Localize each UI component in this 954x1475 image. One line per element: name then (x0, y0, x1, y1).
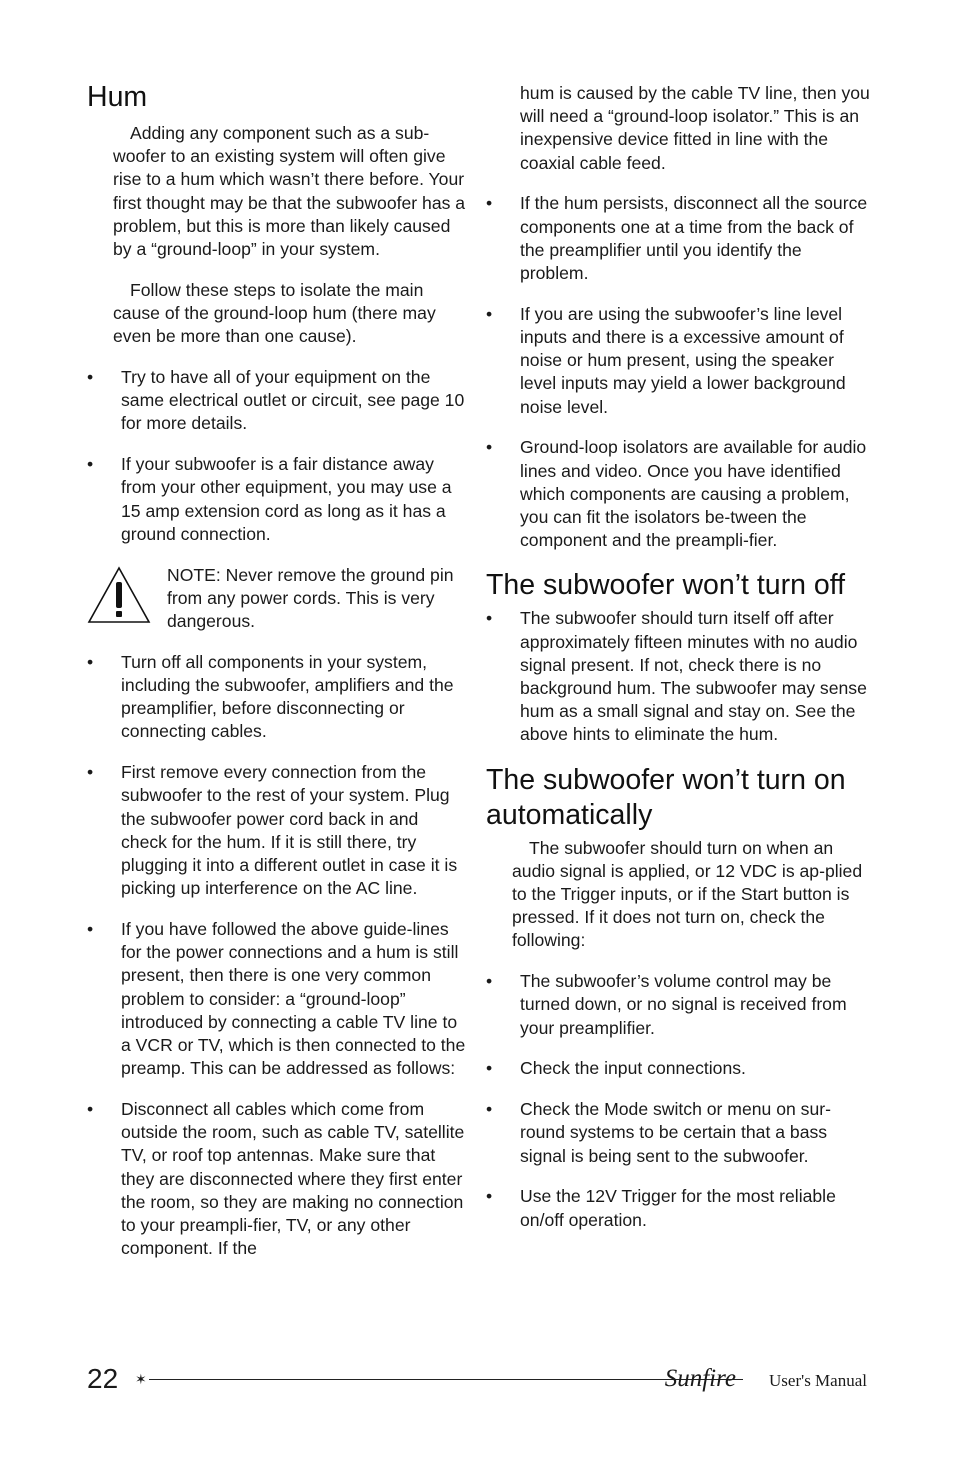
bullet-text: The subwoofer’s volume control may be turned down, or no signal is received from your preamplifier. (520, 971, 847, 1038)
hum-bullet-4 (87, 761, 467, 900)
turn-off-bullet-1 (486, 607, 874, 746)
warning-note (87, 564, 467, 634)
bullet-marker: • (486, 1099, 493, 1120)
section-title-turn-off: The subwoofer won’t turn off (486, 569, 846, 602)
hum-bullet-3 (87, 651, 467, 744)
hum-bullet-5 (87, 918, 467, 1080)
hum-bullet-2 (87, 453, 467, 546)
bullet-marker: • (486, 437, 493, 458)
bullet-text: Check the Mode switch or menu on sur-round systems to be certain that a bass signal is being sent to the subwoofer. (520, 1099, 831, 1166)
bullet-text: If you have followed the above guide-lines for the power connections and a hum is still present, then there is one very common problem to consider: a “ground-loop” introduced by connecting a cable TV line to a VCR or TV, which is then connected to the preamp. This can be addressed as follows: (121, 919, 466, 1079)
hum-bullet-9 (486, 436, 874, 552)
bullet-text: If your subwoofer is a fair distance away from your other equipment, you may use a 15 amp extension cord as long as it has a ground connection. (121, 454, 452, 544)
bullet-marker: • (87, 454, 94, 475)
section-title-turn-on: The subwoofer won’t turn on automatically (486, 763, 846, 831)
hum-bullet-8 (486, 303, 874, 419)
turn-on-bullet-4 (486, 1185, 874, 1231)
left-column (87, 80, 467, 1260)
bullet-text: Try to have all of your equipment on the same electrical outlet or circuit, see page 10 for more details. (121, 367, 465, 434)
bullet-marker: • (486, 1058, 493, 1079)
warning-triangle-icon (87, 566, 151, 624)
bullet-text: Ground-loop isolators are available for audio lines and video. Once you have identified which components are causing a problem, you can fit the isolators be-tween the component and the preampli-fier. (520, 437, 867, 551)
turn-on-bullet-3 (486, 1098, 874, 1168)
brand-logo: Sunfire (664, 1365, 736, 1392)
bullet-marker: • (486, 971, 493, 992)
star-icon: ✶ (133, 1367, 149, 1391)
bullet-text: First remove every connection from the subwoofer to the rest of your system. Plug the subwoofer power cord back in and check for the hum. If it is still there, try plugging it into a different outlet in case it is picking up interference on the AC line. (121, 762, 458, 899)
bullet-marker: • (486, 1186, 493, 1207)
hum-paragraph-2: Follow these steps to isolate the main cause of the ground-loop hum (there may even be more than one cause). (113, 279, 436, 347)
bullet-text: Use the 12V Trigger for the most reliable on/off operation. (520, 1186, 836, 1230)
section-title-hum: Hum (87, 81, 148, 113)
hum-paragraph-1: Adding any component such as a sub-woofer to an existing system will often give rise to a hum which wasn’t there before. Your first thought may be that the subwoofer has a problem, but this is more than likely caused by a “ground-loop” in your system. (113, 123, 466, 260)
turn-on-bullet-1 (486, 970, 874, 1040)
bullet-text: Turn off all components in your system, including the subwoofer, amplifiers and the preamplifier, before disconnecting or connecting cables. (121, 651, 454, 742)
bullet-text: If you are using the subwoofer’s line level inputs and there is a excessive amount of noise or hum present, using the speaker level inputs may yield a lower background noise level. (520, 303, 846, 417)
turn-on-bullet-2 (486, 1057, 874, 1080)
bullet-marker: • (87, 1099, 94, 1120)
hum-bullet-6-continued: hum is caused by the cable TV line, then you will need a “ground-loop isolator.” This is an inexpensive device fitted in line with the coaxial cable feed. (520, 83, 870, 173)
hum-bullet-1 (87, 366, 467, 436)
bullet-text: Check the input connections. (520, 1058, 746, 1079)
footer-rule (139, 1379, 743, 1380)
bullet-marker: • (87, 651, 94, 672)
bullet-marker: • (486, 608, 493, 629)
bullet-text: The subwoofer should turn itself off after approximately fifteen minutes with no audio signal present. If not, check there is no background hum. The subwoofer may sense hum as a small signal and stay on. See the above hints to eliminate the hum. (520, 608, 867, 745)
right-column (486, 82, 874, 1232)
note-text: NOTE: Never remove the ground pin from any power cords. This is very dangerous. (167, 564, 454, 632)
turn-on-paragraph: The subwoofer should turn on when an audio signal is applied, or 12 VDC is ap-plied to the Trigger inputs, or if the Start button is pressed. If it does not turn on, check the following: (512, 837, 863, 951)
manual-label: User's Manual (769, 1371, 867, 1390)
bullet-marker: • (87, 762, 94, 783)
bullet-marker: • (87, 367, 94, 388)
bullet-marker: • (486, 193, 493, 214)
bullet-marker: • (87, 919, 94, 940)
page-number: 22 (87, 1363, 119, 1394)
bullet-text: If the hum persists, disconnect all the source components one at a time from the back of the preamplifier until you identify the problem. (520, 193, 868, 284)
hum-bullet-6 (87, 1098, 467, 1260)
bullet-text: Disconnect all cables which come from outside the room, such as cable TV, satellite TV, or roof top antennas. Make sure that they are disconnected where they first enter the room, so they are making no connection to your preampli-fier, TV, or any other component. If the (121, 1099, 465, 1259)
page-footer (87, 1362, 874, 1396)
bullet-marker: • (486, 303, 493, 324)
hum-bullet-7 (486, 192, 874, 285)
